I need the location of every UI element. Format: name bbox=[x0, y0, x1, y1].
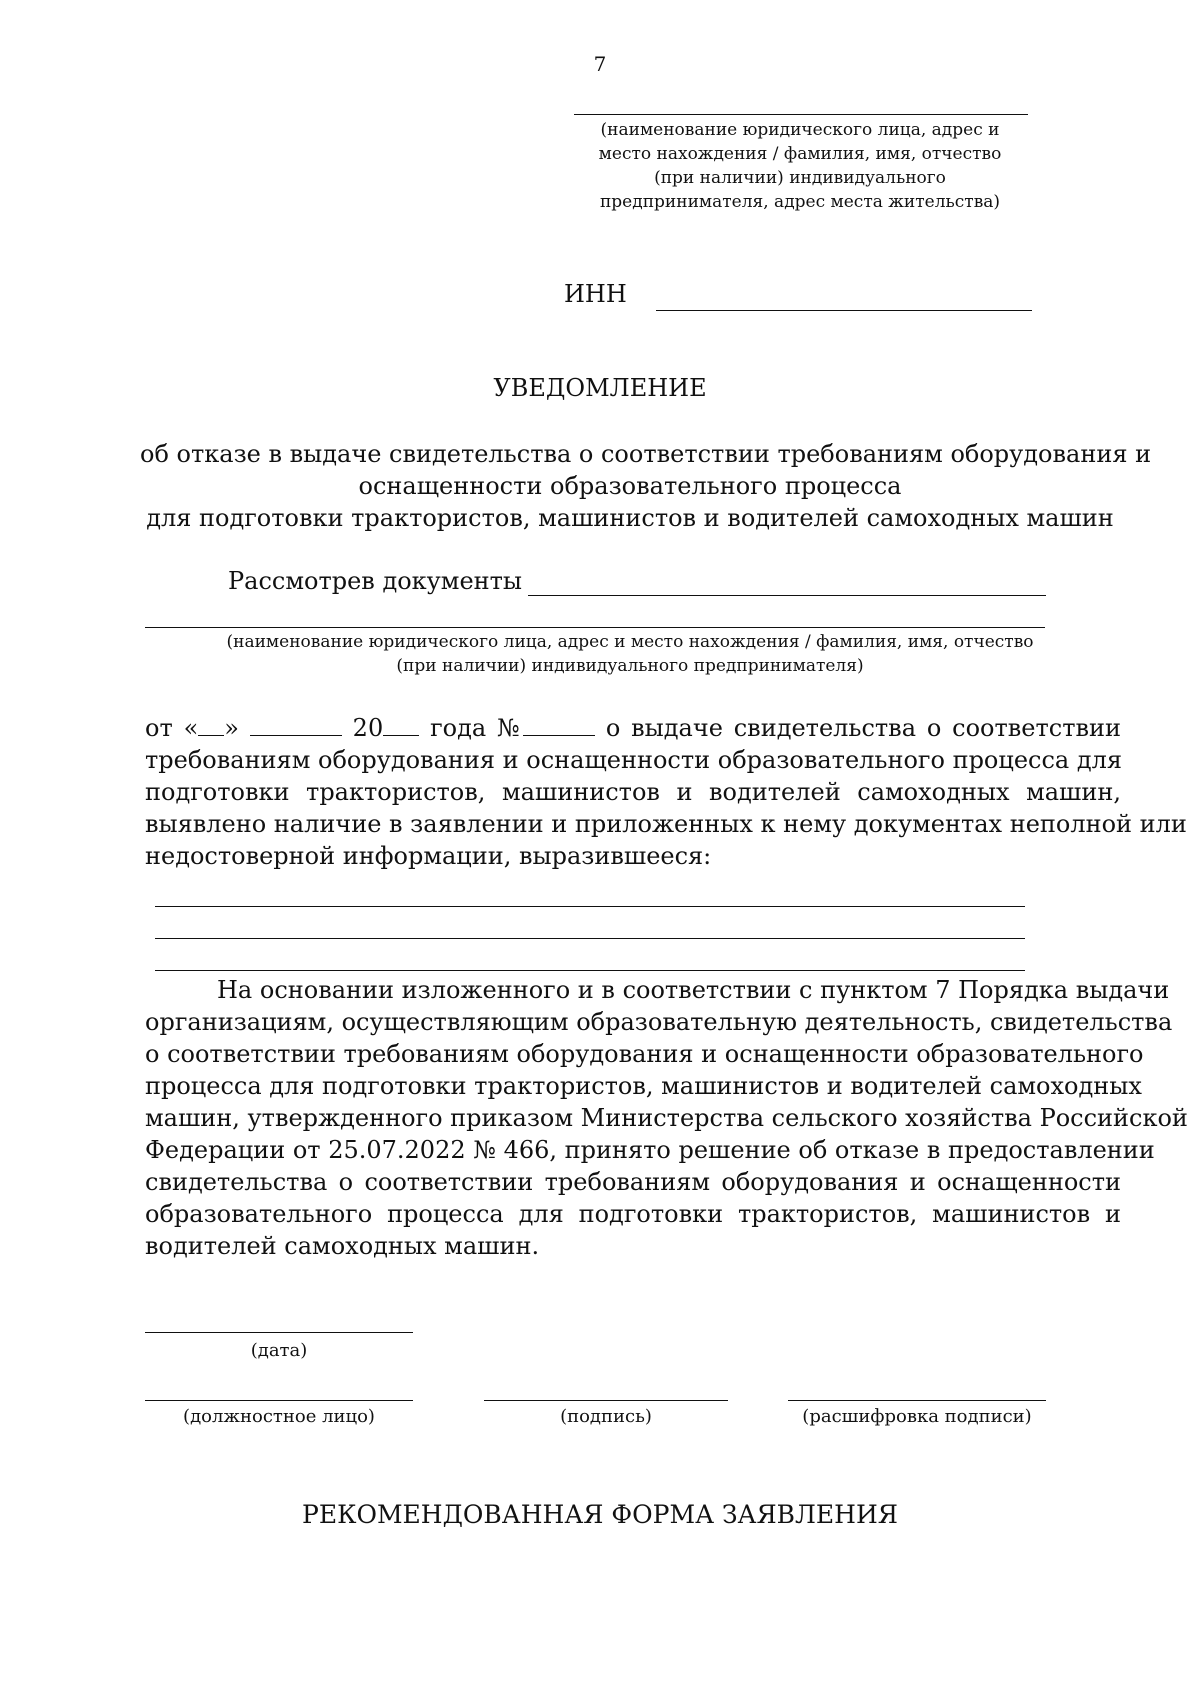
paragraph-line: выявлено наличие в заявлении и приложенных к нему документах неполной или bbox=[145, 810, 1187, 838]
date-caption: (дата) bbox=[250, 1340, 308, 1361]
official-caption: (должностное лицо) bbox=[183, 1406, 375, 1427]
recipient-caption-line: (при наличии) индивидуального bbox=[654, 168, 946, 188]
paragraph-line: недостоверной информации, выразившееся: bbox=[145, 842, 712, 870]
month-field[interactable] bbox=[250, 713, 342, 736]
signature-caption: (подпись) bbox=[560, 1406, 652, 1427]
recommended-form-title: РЕКОМЕНДОВАННАЯ ФОРМА ЗАЯВЛЕНИЯ bbox=[302, 1500, 898, 1529]
recipient-caption-line: (наименование юридического лица, адрес и bbox=[600, 120, 1000, 140]
document-subtitle bbox=[140, 438, 1152, 534]
paragraph-line: машин, утвержденного приказом Министерства сельского хозяйства Российской bbox=[145, 1104, 1188, 1132]
recipient-caption-line: предпринимателя, адрес места жительства) bbox=[599, 192, 1001, 212]
paragraph-line: организациям, осуществляющим образовательную деятельность, свидетельства bbox=[145, 1008, 1173, 1036]
paragraph-line: процесса для подготовки трактористов, машинистов и водителей самоходных bbox=[145, 1072, 1142, 1100]
paragraph-line: о соответствии требованиям оборудования и оснащенности образовательного bbox=[145, 1040, 1144, 1068]
date-from-label: от « bbox=[145, 714, 199, 742]
reviewed-documents-label: Рассмотрев документы bbox=[228, 567, 523, 595]
recipient-line[interactable] bbox=[574, 114, 1028, 115]
date-quote-close: » bbox=[224, 714, 239, 742]
recipient-caption-line: место нахождения / фамилия, имя, отчество bbox=[598, 144, 1002, 164]
applicant-name-field[interactable] bbox=[145, 627, 1045, 628]
year-field[interactable] bbox=[383, 713, 419, 736]
paragraph-line: На основании изложенного и в соответствии с пунктом 7 Порядка выдачи bbox=[217, 976, 1170, 1004]
year-prefix: 20 bbox=[352, 714, 384, 742]
date-row-rest: о выдаче свидетельства о соответствии bbox=[605, 714, 1121, 742]
reviewed-documents-field[interactable] bbox=[528, 595, 1046, 596]
paragraph-line: образовательного процесса для подготовки трактористов, машинистов и bbox=[145, 1200, 1121, 1228]
findings-field-2[interactable] bbox=[155, 938, 1025, 939]
paragraph-line: Федерации от 25.07.2022 № 466, принято решение об отказе в предоставлении bbox=[145, 1136, 1155, 1164]
date-signature-field[interactable] bbox=[145, 1332, 413, 1333]
application-number-field[interactable] bbox=[523, 713, 595, 736]
signature-field[interactable] bbox=[484, 1400, 728, 1401]
signature-decode-caption: (расшифровка подписи) bbox=[802, 1406, 1032, 1427]
paragraph-line: требованиям оборудования и оснащенности образовательного процесса для bbox=[145, 746, 1123, 774]
paragraph-line: свидетельства о соответствии требованиям оборудования и оснащенности bbox=[145, 1168, 1121, 1196]
findings-paragraph bbox=[145, 712, 1187, 872]
applicant-caption-line: (при наличии) индивидуального предпринимателя) bbox=[396, 656, 864, 676]
recipient-caption bbox=[570, 118, 1030, 214]
official-field[interactable] bbox=[145, 1400, 413, 1401]
year-number-label: года № bbox=[430, 714, 523, 742]
document-title: УВЕДОМЛЕНИЕ bbox=[493, 374, 707, 402]
paragraph-line: подготовки трактористов, машинистов и водителей самоходных машин, bbox=[145, 778, 1121, 806]
findings-field-3[interactable] bbox=[155, 970, 1025, 971]
date-row bbox=[145, 712, 1121, 744]
subtitle-line: об отказе в выдаче свидетельства о соответствии требованиям оборудования и bbox=[140, 440, 1152, 468]
applicant-caption-line: (наименование юридического лица, адрес и место нахождения / фамилия, имя, отчество bbox=[226, 632, 1034, 652]
inn-field[interactable] bbox=[656, 310, 1032, 311]
inn-label: ИНН bbox=[564, 280, 627, 308]
day-field[interactable] bbox=[198, 713, 224, 736]
applicant-caption bbox=[140, 630, 1120, 678]
subtitle-line: оснащенности образовательного процесса bbox=[358, 472, 902, 500]
findings-field-1[interactable] bbox=[155, 906, 1025, 907]
signature-decode-field[interactable] bbox=[788, 1400, 1046, 1401]
paragraph-line: водителей самоходных машин. bbox=[145, 1232, 540, 1260]
subtitle-line: для подготовки трактористов, машинистов и водителей самоходных машин bbox=[146, 504, 1114, 532]
decision-paragraph bbox=[145, 974, 1188, 1262]
page-number: 7 bbox=[593, 52, 607, 76]
